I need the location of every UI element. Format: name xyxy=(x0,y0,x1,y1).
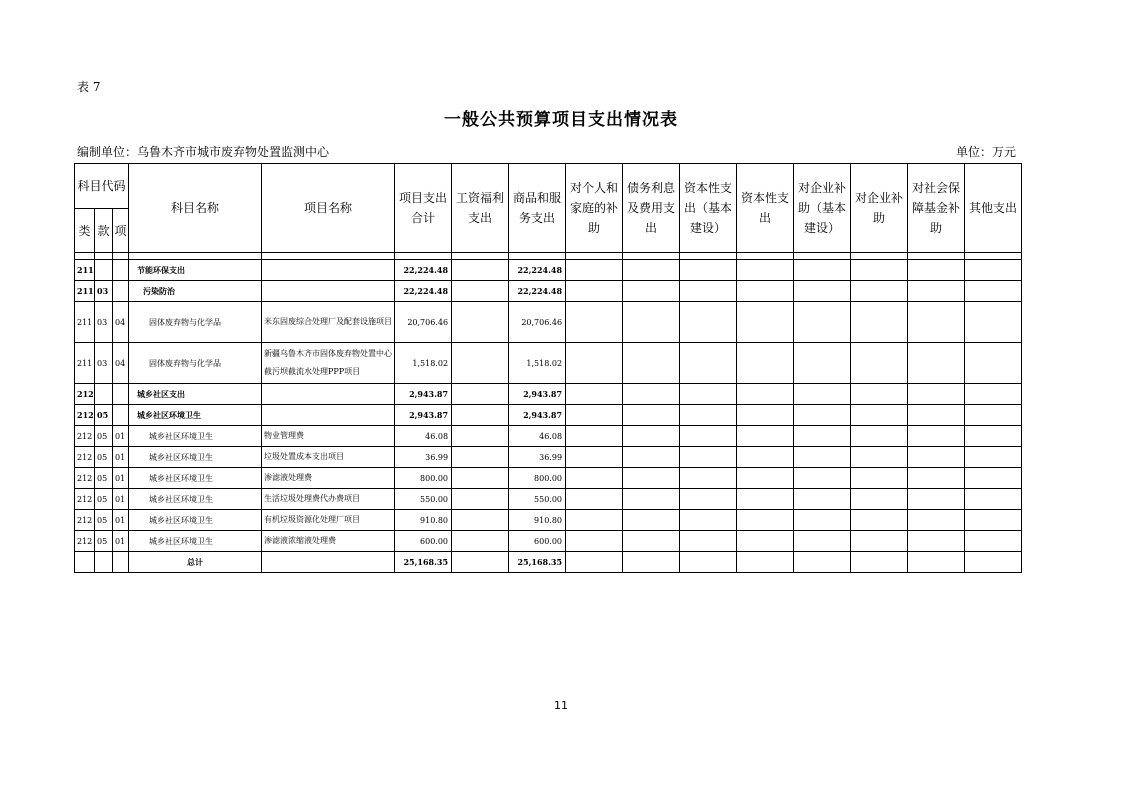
header-enterprise: 对企业补助 xyxy=(851,164,908,253)
cell-xiang: 04 xyxy=(113,343,129,384)
cell-total-label: 总计 xyxy=(129,552,262,573)
cell-subject: 城乡社区支出 xyxy=(129,384,262,405)
cell-subject: 固体废弃物与化学品 xyxy=(129,343,262,384)
cell-goods: 910.80 xyxy=(509,510,566,531)
page-title: 一般公共预算项目支出情况表 xyxy=(444,110,678,130)
cell-kuan: 03 xyxy=(95,302,113,343)
cell-kuan xyxy=(95,384,113,405)
cell-goods: 46.08 xyxy=(509,426,566,447)
cell-lei: 212 xyxy=(75,510,95,531)
cell-kuan: 03 xyxy=(95,281,113,302)
table-row xyxy=(75,447,1022,468)
cell-project xyxy=(262,405,395,426)
header-enterprise-basic: 对企业补助（基本建设） xyxy=(794,164,851,253)
header-debt: 债务利息及费用支出 xyxy=(623,164,680,253)
table-row xyxy=(75,405,1022,426)
cell-project xyxy=(262,384,395,405)
cell-project: 物业管理费 xyxy=(262,426,395,447)
cell-lei: 212 xyxy=(75,489,95,510)
cell-subject: 城乡社区环境卫生 xyxy=(129,510,262,531)
cell-xiang: 01 xyxy=(113,468,129,489)
cell-xiang: 01 xyxy=(113,489,129,510)
cell-project: 渗滤液浓缩液处理费 xyxy=(262,531,395,552)
table-row xyxy=(75,302,1022,343)
cell-total: 36.99 xyxy=(395,447,452,468)
page-number: 11 xyxy=(554,699,568,712)
header-other: 其他支出 xyxy=(965,164,1022,253)
header-subject-name: 科目名称 xyxy=(129,164,262,253)
cell-project: 生活垃圾处理费代办费项目 xyxy=(262,489,395,510)
cell-total: 22,224.48 xyxy=(395,281,452,302)
cell-total: 550.00 xyxy=(395,489,452,510)
cell-kuan: 05 xyxy=(95,426,113,447)
cell-total: 46.08 xyxy=(395,426,452,447)
cell-subject: 城乡社区环境卫生 xyxy=(129,447,262,468)
cell-lei: 212 xyxy=(75,468,95,489)
cell-project: 米东固废综合处理厂及配套设施项目 xyxy=(262,302,395,343)
cell-lei: 211 xyxy=(75,260,95,281)
cell-subject: 污染防治 xyxy=(129,281,262,302)
cell-lei: 211 xyxy=(75,343,95,384)
table-row xyxy=(75,281,1022,302)
budget-table xyxy=(74,163,1022,573)
cell-total: 600.00 xyxy=(395,531,452,552)
table-row xyxy=(75,510,1022,531)
table-row xyxy=(75,489,1022,510)
cell-kuan: 03 xyxy=(95,343,113,384)
cell-project: 有机垃圾资源化处理厂项目 xyxy=(262,510,395,531)
cell-lei: 212 xyxy=(75,531,95,552)
header-social: 对社会保障基金补助 xyxy=(908,164,965,253)
cell-lei: 211 xyxy=(75,302,95,343)
cell-xiang xyxy=(113,260,129,281)
cell-goods: 20,706.46 xyxy=(509,302,566,343)
cell-kuan: 05 xyxy=(95,405,113,426)
cell-xiang xyxy=(113,405,129,426)
cell-subject: 节能环保支出 xyxy=(129,260,262,281)
cell-subject: 城乡社区环境卫生 xyxy=(129,405,262,426)
compiling-unit: 编制单位：乌鲁木齐市城市废弃物处置监测中心 xyxy=(77,145,330,159)
cell-kuan: 05 xyxy=(95,489,113,510)
header-xiang: 项 xyxy=(113,209,129,253)
header-capital-basic: 资本性支出（基本建设） xyxy=(680,164,737,253)
cell-project: 新疆乌鲁木齐市固体废弃物处置中心截污坝截流水处理PPP项目 xyxy=(262,343,395,384)
cell-project: 渗滤液处理费 xyxy=(262,468,395,489)
header-code: 科目代码 xyxy=(75,164,129,209)
cell-xiang xyxy=(113,384,129,405)
table-row xyxy=(75,260,1022,281)
header-total: 项目支出合计 xyxy=(395,164,452,253)
cell-xiang xyxy=(113,281,129,302)
cell-goods: 2,943.87 xyxy=(509,384,566,405)
header-goods: 商品和服务支出 xyxy=(509,164,566,253)
cell-xiang: 01 xyxy=(113,510,129,531)
cell-kuan: 05 xyxy=(95,447,113,468)
currency-unit: 单位：万元 xyxy=(955,145,1016,159)
cell-kuan: 05 xyxy=(95,468,113,489)
cell-kuan: 05 xyxy=(95,510,113,531)
cell-project xyxy=(262,281,395,302)
cell-lei: 212 xyxy=(75,405,95,426)
table-row xyxy=(75,531,1022,552)
cell-subject: 城乡社区环境卫生 xyxy=(129,531,262,552)
cell-lei: 212 xyxy=(75,447,95,468)
table-row xyxy=(75,343,1022,384)
cell-total: 20,706.46 xyxy=(395,302,452,343)
header-capital: 资本性支出 xyxy=(737,164,794,253)
cell-project: 垃圾处置成本支出项目 xyxy=(262,447,395,468)
cell-total: 910.80 xyxy=(395,510,452,531)
separator-row xyxy=(75,253,1022,260)
table-number: 表 7 xyxy=(77,80,101,94)
table-row xyxy=(75,468,1022,489)
cell-goods: 550.00 xyxy=(509,489,566,510)
cell-total: 1,518.02 xyxy=(395,343,452,384)
cell-subject: 城乡社区环境卫生 xyxy=(129,468,262,489)
header-lei: 类 xyxy=(75,209,95,253)
table-row xyxy=(75,384,1022,405)
cell-goods: 2,943.87 xyxy=(509,405,566,426)
cell-goods: 36.99 xyxy=(509,447,566,468)
header-project-name: 项目名称 xyxy=(262,164,395,253)
cell-goods: 1,518.02 xyxy=(509,343,566,384)
cell-lei: 212 xyxy=(75,384,95,405)
cell-goods: 25,168.35 xyxy=(509,552,566,573)
header-salary: 工资福利支出 xyxy=(452,164,509,253)
cell-goods: 22,224.48 xyxy=(509,260,566,281)
header-kuan: 款 xyxy=(95,209,113,253)
cell-xiang: 01 xyxy=(113,447,129,468)
cell-lei: 212 xyxy=(75,426,95,447)
cell-subject: 城乡社区环境卫生 xyxy=(129,489,262,510)
cell-subject: 城乡社区环境卫生 xyxy=(129,426,262,447)
cell-total: 25,168.35 xyxy=(395,552,452,573)
header-family: 对个人和家庭的补助 xyxy=(566,164,623,253)
cell-total: 800.00 xyxy=(395,468,452,489)
cell-total: 2,943.87 xyxy=(395,405,452,426)
cell-lei: 211 xyxy=(75,281,95,302)
cell-subject: 固体废弃物与化学品 xyxy=(129,302,262,343)
cell-goods: 22,224.48 xyxy=(509,281,566,302)
cell-xiang: 01 xyxy=(113,531,129,552)
cell-kuan: 05 xyxy=(95,531,113,552)
cell-kuan xyxy=(95,260,113,281)
cell-xiang: 01 xyxy=(113,426,129,447)
cell-xiang: 04 xyxy=(113,302,129,343)
cell-goods: 800.00 xyxy=(509,468,566,489)
cell-total: 2,943.87 xyxy=(395,384,452,405)
total-row xyxy=(75,552,1022,573)
cell-project xyxy=(262,260,395,281)
table-row xyxy=(75,426,1022,447)
cell-total: 22,224.48 xyxy=(395,260,452,281)
cell-goods: 600.00 xyxy=(509,531,566,552)
